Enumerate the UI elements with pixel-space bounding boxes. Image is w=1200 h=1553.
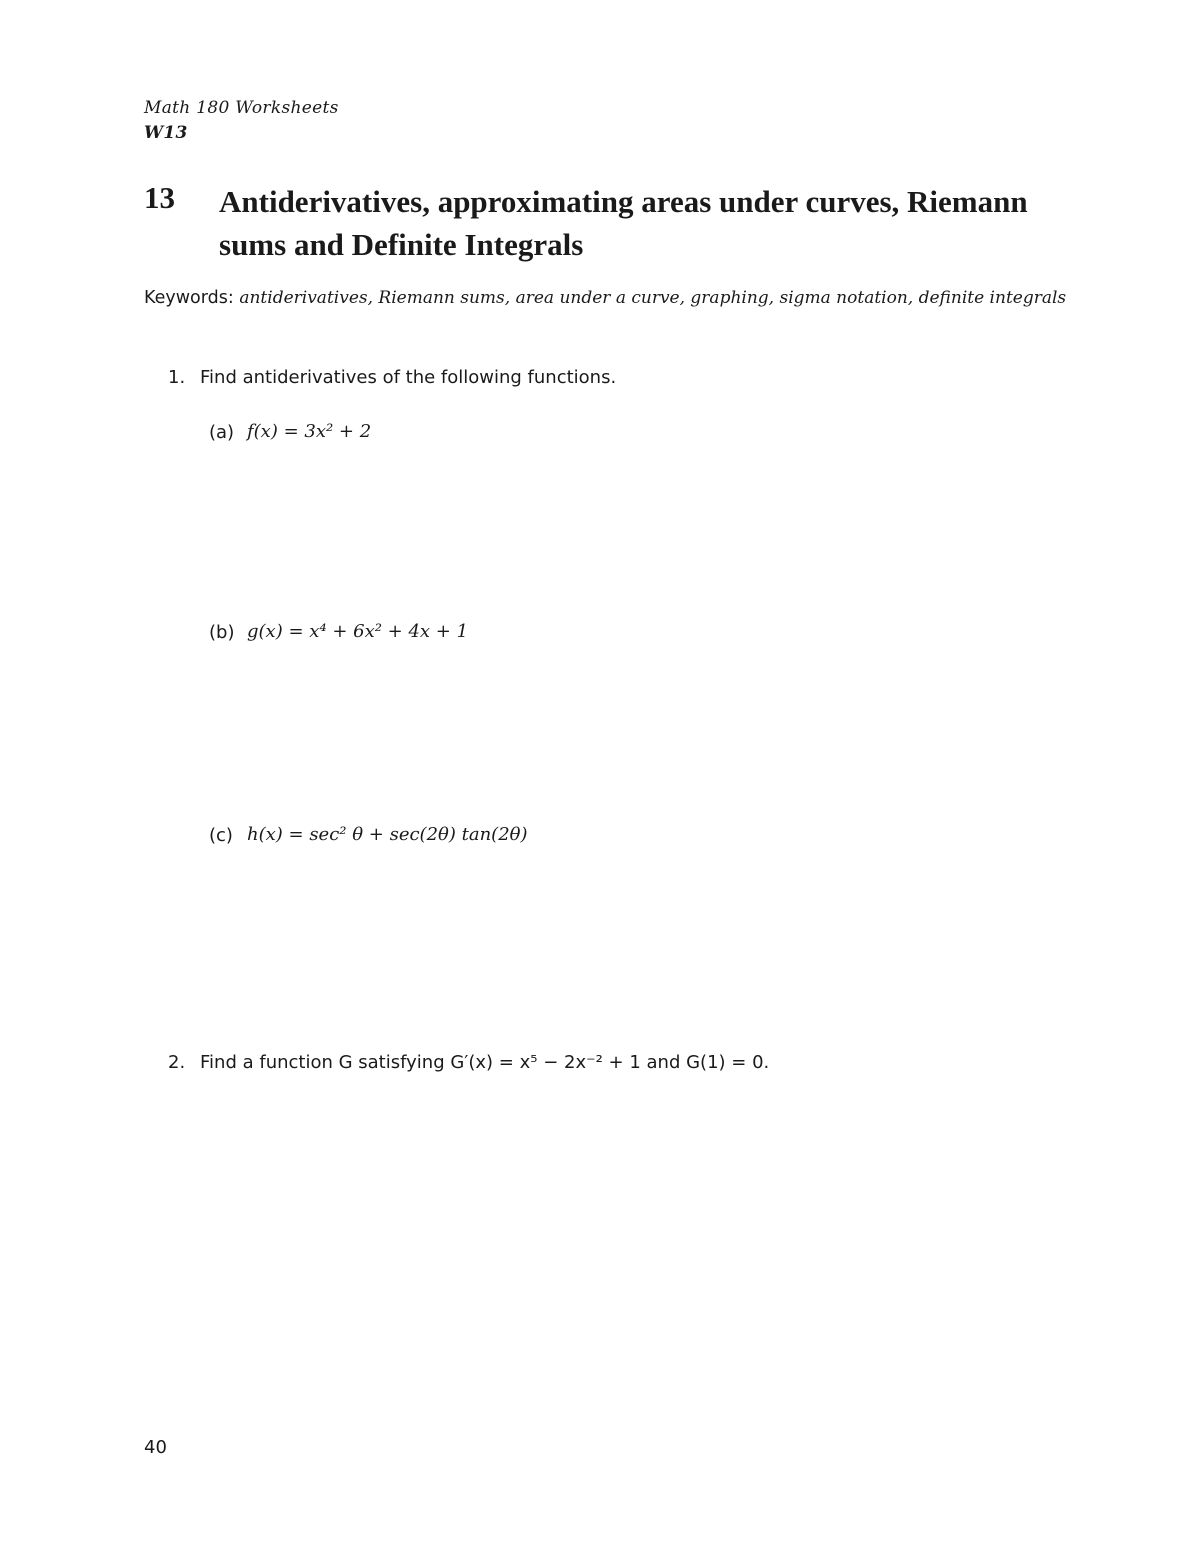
part-c-label: (c) xyxy=(209,825,233,846)
keywords-list: antiderivatives, Riemann sums, area under a curve, graphing, sigma notation, definite integrals xyxy=(239,288,1067,308)
section-number: 13 xyxy=(144,180,175,215)
worksheet-code: W13 xyxy=(144,123,188,143)
part-a-expression: f(x) = 3x² + 2 xyxy=(247,421,372,442)
course-header: Math 180 Worksheets xyxy=(144,98,339,118)
part-c-expression: h(x) = sec² θ + sec(2θ) tan(2θ) xyxy=(247,824,528,845)
part-b-expression: g(x) = x⁴ + 6x² + 4x + 1 xyxy=(247,621,469,642)
question-2-text: Find a function G satisfying G′(x) = x⁵ − 2x⁻² + 1 and G(1) = 0. xyxy=(200,1052,770,1073)
part-a-label: (a) xyxy=(209,422,235,443)
page-number: 40 xyxy=(144,1437,167,1458)
keywords-label: Keywords: xyxy=(144,288,234,308)
question-1-number: 1. xyxy=(168,367,186,388)
part-b-label: (b) xyxy=(209,622,235,643)
keywords-line xyxy=(144,284,1074,312)
section-title: Antiderivatives, approximating areas under curves, Riemann sums and Definite Integrals xyxy=(219,184,1028,262)
question-1-text: Find antiderivatives of the following functions. xyxy=(200,367,617,388)
question-2-number: 2. xyxy=(168,1052,186,1073)
